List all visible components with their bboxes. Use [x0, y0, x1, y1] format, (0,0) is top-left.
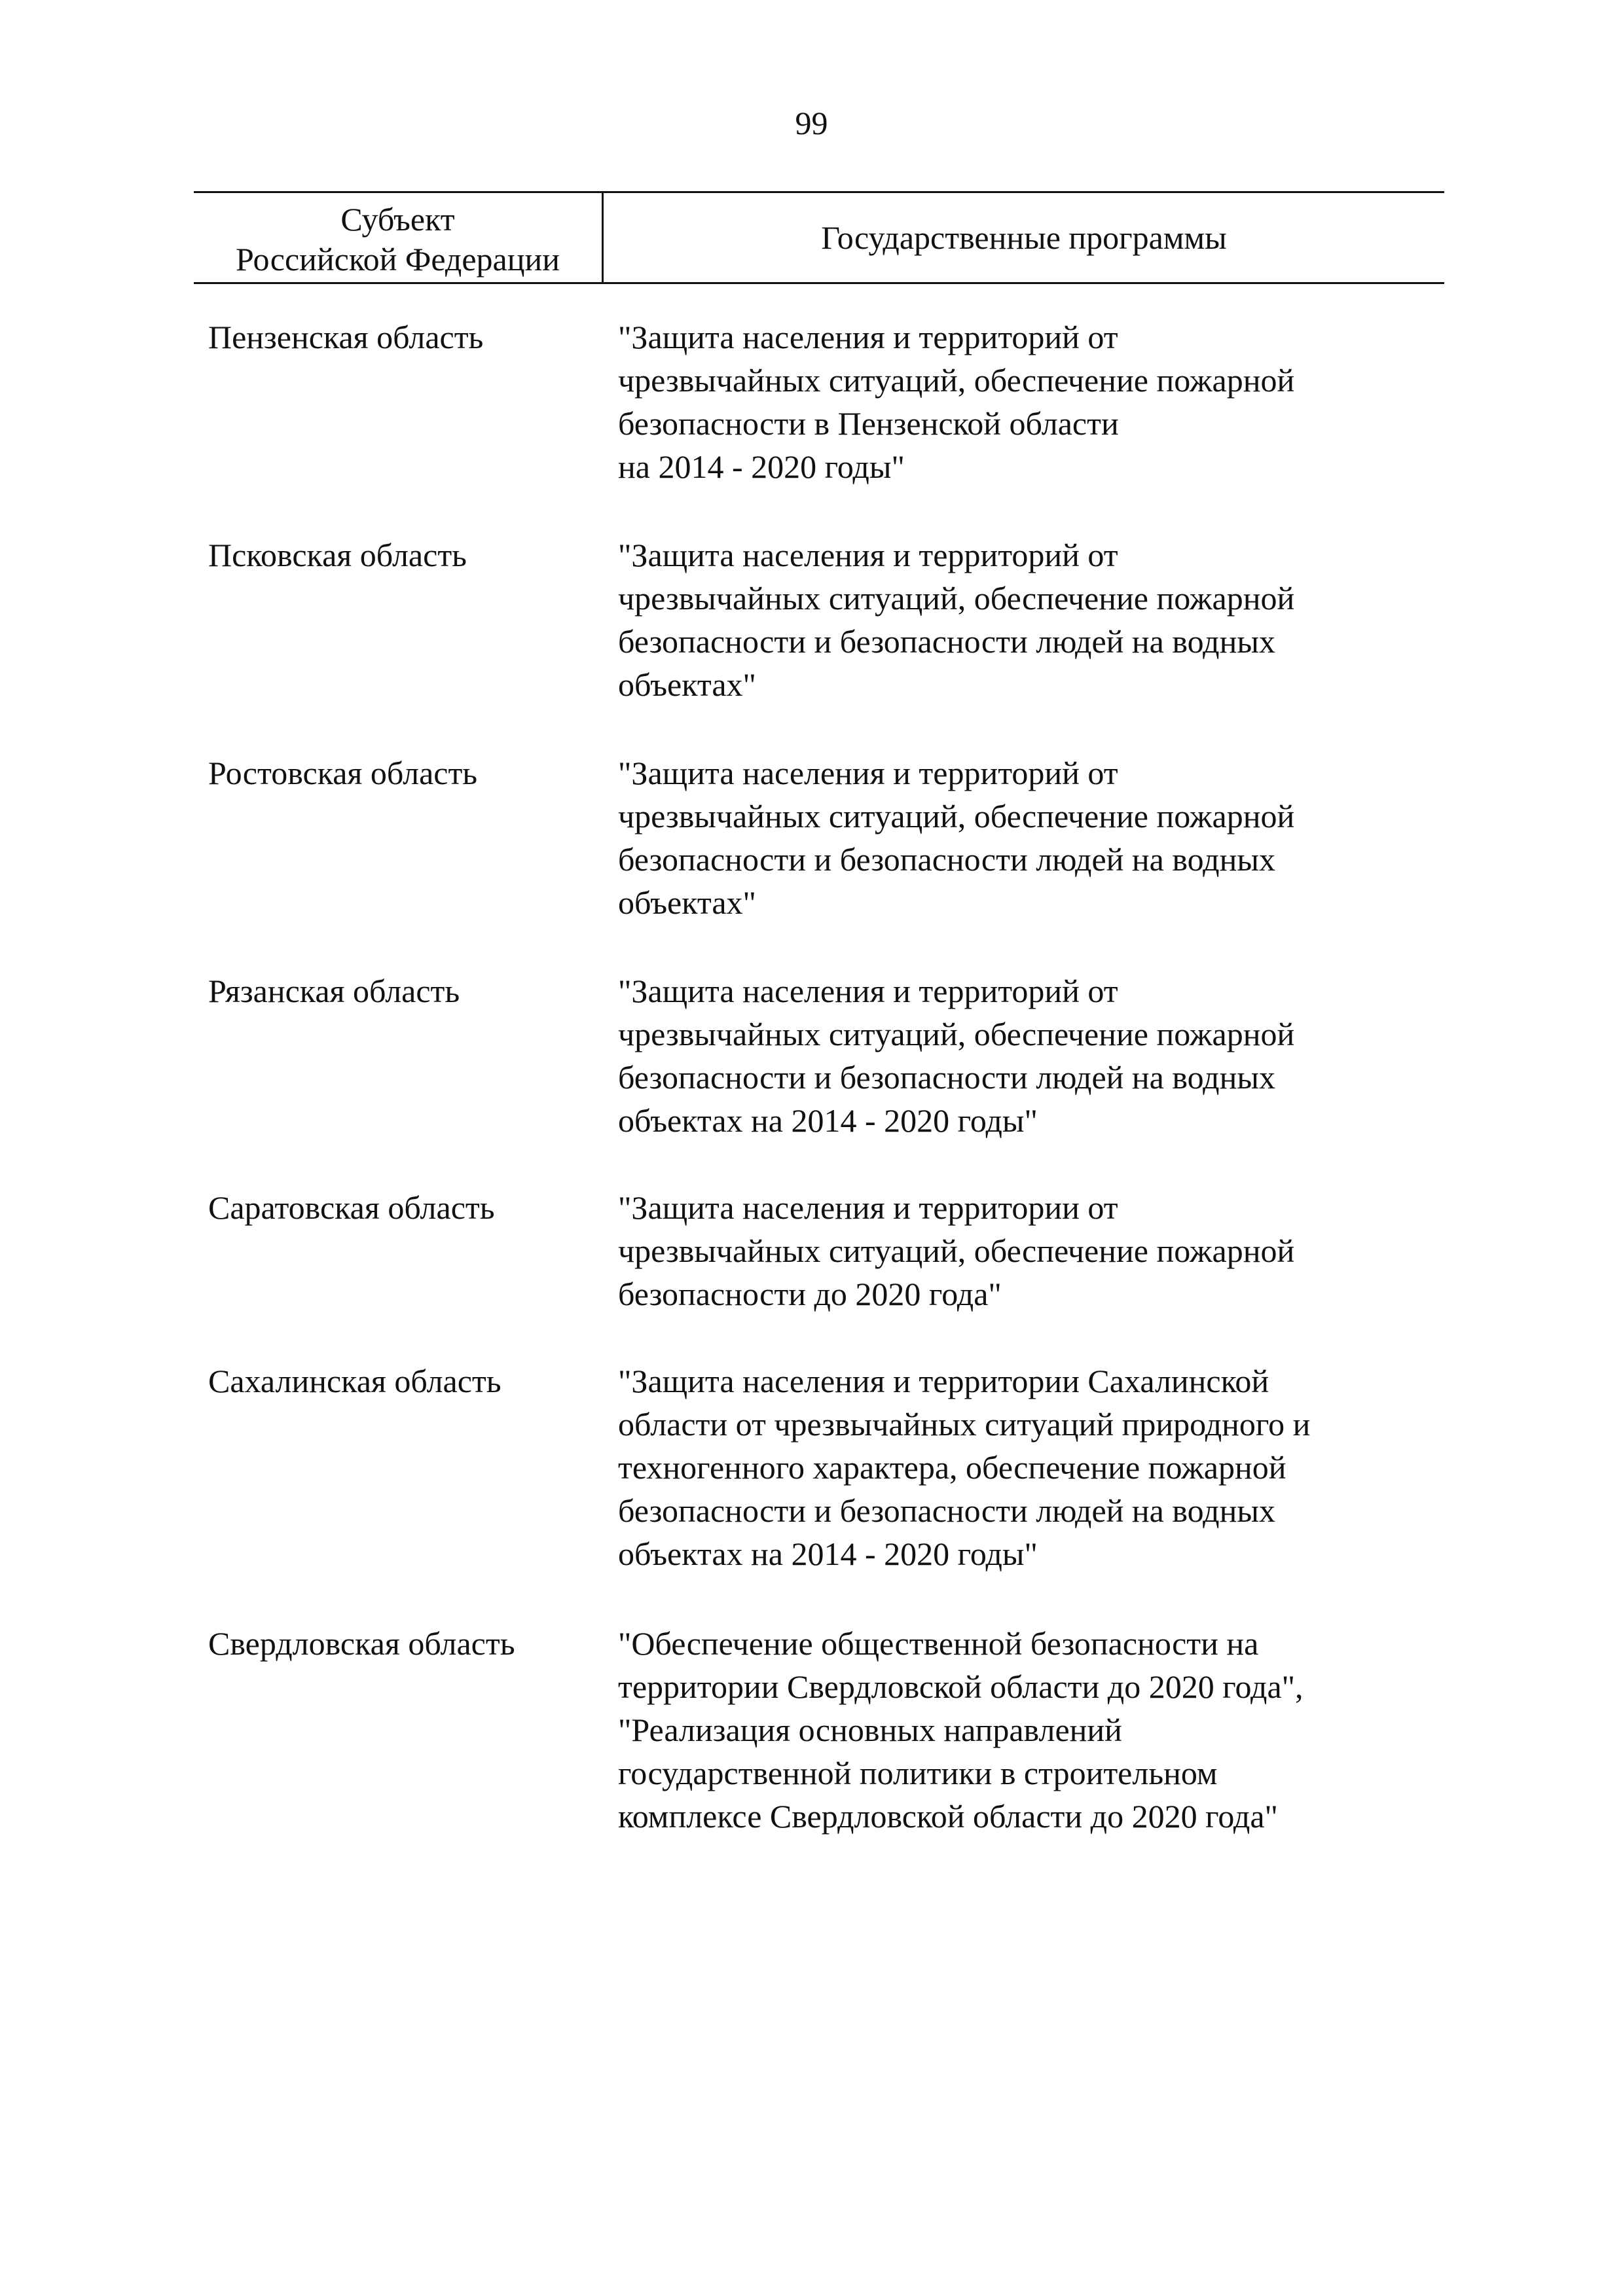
header-subject: [194, 200, 602, 279]
program-line: безопасности в Пензенской области: [618, 405, 1119, 442]
program-line: территории Свердловской области до 2020 года",: [618, 1668, 1304, 1705]
header-subject-line: Субъект: [340, 201, 455, 238]
header-programs: Государственные программы: [821, 219, 1227, 256]
row-subject: Саратовская область: [208, 1189, 495, 1226]
header-subject-line: Российской Федерации: [235, 241, 560, 278]
program-line: объектах": [618, 666, 756, 703]
program-line: техногенного характера, обеспечение пожарной: [618, 1449, 1286, 1486]
program-line: чрезвычайных ситуаций, обеспечение пожарной: [618, 362, 1295, 399]
program-line: безопасности и безопасности людей на водных: [618, 623, 1275, 660]
program-line: чрезвычайных ситуаций, обеспечение пожарной: [618, 1232, 1295, 1269]
table-header: [194, 191, 1444, 284]
program-line: на 2014 - 2020 годы": [618, 448, 905, 485]
row-program: [618, 315, 1450, 488]
row-subject: Свердловская область: [208, 1625, 515, 1662]
row-program: [618, 1186, 1450, 1316]
program-line: области от чрезвычайных ситуаций природного и: [618, 1406, 1311, 1443]
row-subject: Ростовская область: [208, 755, 478, 791]
program-line: безопасности до 2020 года": [618, 1276, 1002, 1312]
program-line: "Обеспечение общественной безопасности на: [618, 1625, 1259, 1662]
program-line: чрезвычайных ситуаций, обеспечение пожарной: [618, 580, 1295, 617]
program-line: "Защита населения и территорий от: [618, 537, 1118, 573]
program-line: объектах": [618, 884, 756, 921]
program-line: "Реализация основных направлений: [618, 1712, 1122, 1748]
program-line: безопасности и безопасности людей на водных: [618, 1492, 1275, 1529]
page-number: 99: [795, 105, 828, 141]
program-line: "Защита населения и территорий от: [618, 319, 1118, 355]
program-line: объектах на 2014 - 2020 годы": [618, 1102, 1038, 1139]
row-program: [618, 751, 1450, 924]
row-subject: Сахалинская область: [208, 1363, 501, 1399]
program-line: чрезвычайных ситуаций, обеспечение пожарной: [618, 798, 1295, 834]
row-program: [618, 533, 1450, 706]
row-program: [618, 1622, 1450, 1838]
program-line: чрезвычайных ситуаций, обеспечение пожарной: [618, 1016, 1295, 1052]
program-line: "Защита населения и территории от: [618, 1189, 1118, 1226]
program-line: "Защита населения и территорий от: [618, 973, 1118, 1009]
program-line: объектах на 2014 - 2020 годы": [618, 1535, 1038, 1572]
program-line: безопасности и безопасности людей на водных: [618, 841, 1275, 878]
row-subject: Псковская область: [208, 537, 467, 573]
program-line: "Защита населения и территорий от: [618, 755, 1118, 791]
program-line: "Защита населения и территории Сахалинской: [618, 1363, 1269, 1399]
program-line: безопасности и безопасности людей на водных: [618, 1059, 1275, 1096]
row-subject: Рязанская область: [208, 973, 460, 1009]
row-program: [618, 1359, 1450, 1575]
program-line: комплексе Свердловской области до 2020 года": [618, 1798, 1278, 1835]
row-program: [618, 969, 1450, 1142]
row-subject: Пензенская область: [208, 319, 484, 355]
program-line: государственной политики в строительном: [618, 1755, 1218, 1791]
